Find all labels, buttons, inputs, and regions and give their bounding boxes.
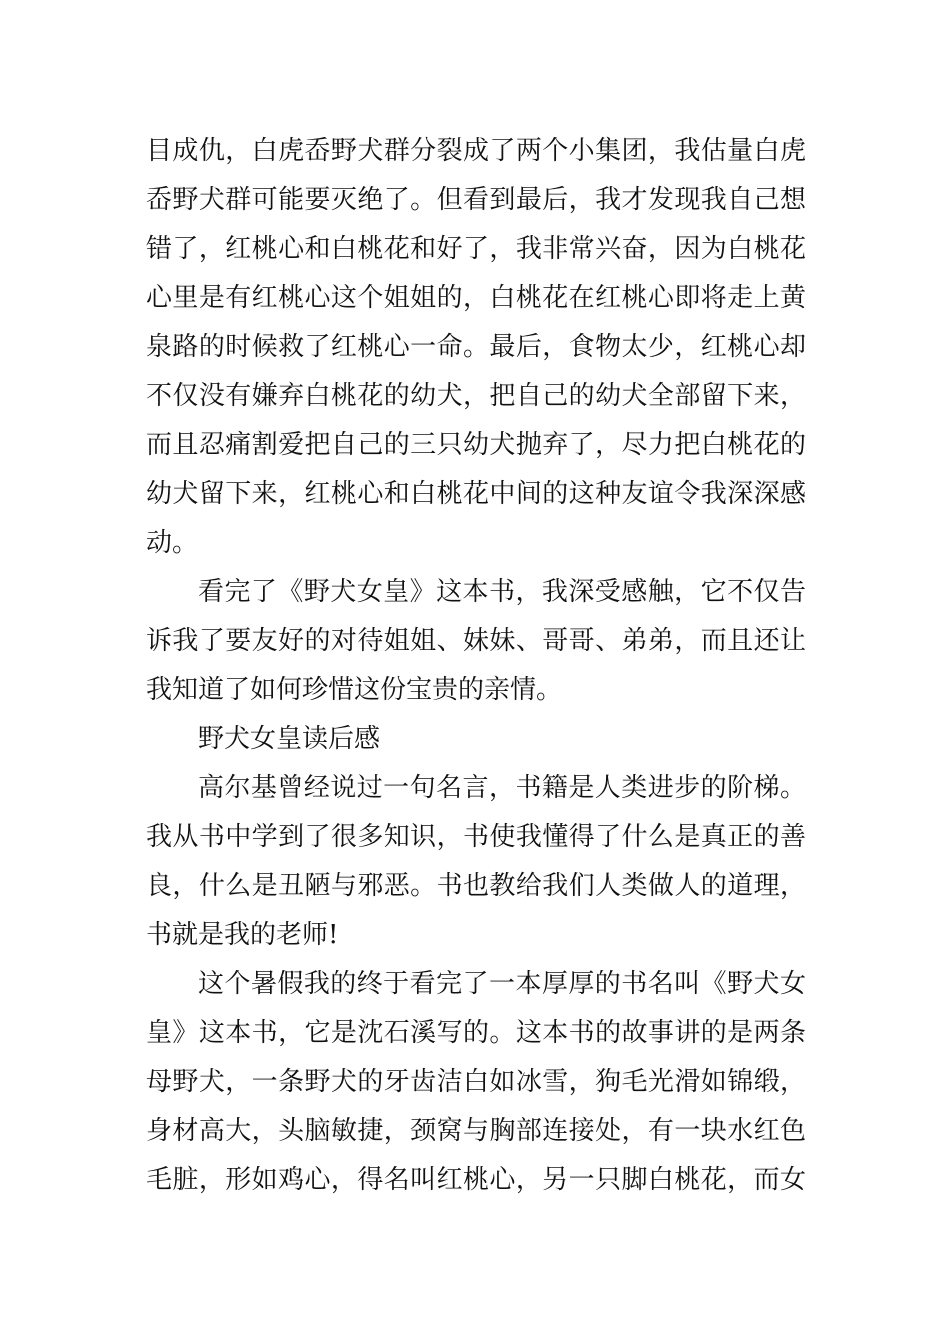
text-line: 不仅没有嫌弃白桃花的幼犬，把自己的幼犬全部留下来， (146, 381, 806, 411)
text-line: 错了，红桃心和白桃花和好了，我非常兴奋，因为白桃花 (146, 234, 806, 264)
text-line: 这个暑假我的终于看完了一本厚厚的书名叫《野犬女 (198, 969, 806, 999)
text-line: 诉我了要友好的对待姐姐、妹妹、哥哥、弟弟，而且还让 (146, 626, 806, 656)
text-line: 母野犬，一条野犬的牙齿洁白如冰雪，狗毛光滑如锦缎， (146, 1067, 806, 1097)
text-line: 我从书中学到了很多知识，书使我懂得了什么是真正的善 (146, 822, 806, 852)
text-line: 岙野犬群可能要灭绝了。但看到最后，我才发现我自己想 (146, 185, 806, 215)
text-line: 目成仇，白虎岙野犬群分裂成了两个小集团，我估量白虎 (146, 136, 806, 166)
text-line: 身材高大，头脑敏捷，颈窝与胸部连接处，有一块水红色 (146, 1116, 806, 1146)
document-page (146, 127, 806, 1205)
text-line: 幼犬留下来，红桃心和白桃花中间的这种友谊令我深深感 (146, 479, 806, 509)
text-line: 而且忍痛割爱把自己的三只幼犬抛弃了，尽力把白桃花的 (146, 430, 806, 460)
text-line: 书就是我的老师! (146, 920, 339, 950)
text-line: 皇》这本书，它是沈石溪写的。这本书的故事讲的是两条 (146, 1018, 806, 1048)
text-line: 看完了《野犬女皇》这本书，我深受感触，它不仅告 (198, 577, 806, 607)
text-line: 我知道了如何珍惜这份宝贵的亲情。 (146, 675, 563, 705)
text-line: 泉路的时候救了红桃心一命。最后，食物太少，红桃心却 (146, 332, 806, 362)
text-line: 动。 (146, 528, 199, 558)
text-line: 毛脏，形如鸡心，得名叫红桃心，另一只脚白桃花，而女 (146, 1165, 806, 1195)
section-title: 野犬女皇读后感 (198, 724, 381, 754)
text-line: 高尔基曾经说过一句名言，书籍是人类进步的阶梯。 (198, 773, 806, 803)
text-line: 心里是有红桃心这个姐姐的，白桃花在红桃心即将走上黄 (146, 283, 806, 313)
text-line: 良，什么是丑陋与邪恶。书也教给我们人类做人的道理， (146, 871, 806, 901)
